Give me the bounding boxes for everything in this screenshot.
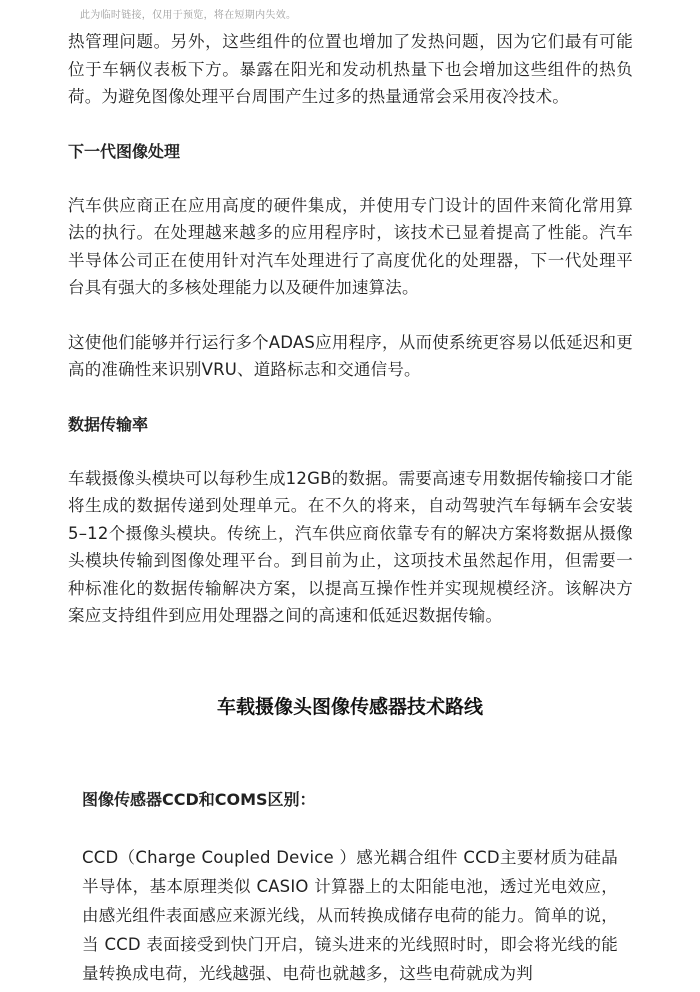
spacer [68,384,633,411]
spacer [68,111,633,138]
spacer [68,302,633,329]
paragraph-data-rate: 车载摄像头模块可以每秒生成12GB的数据。需要高速专用数据传输接口才能将生成的数据传递到处理单元。在不久的将来，自动驾驶汽车每辆车会安装5–12个摄像头模块。传统上，汽车供应商依靠专有的解决方案将数据从摄像头模块传输到图像处理平台。到目前为止，这项技术虽然起作用，但需要一种标准化的数据传输解决方案，以提高互操作性并实现规模经济。该解决方案应支持组件到应用处理器之间的高速和低延迟数据传输。 [68,468,633,625]
spacer [68,165,633,192]
section-title: 车载摄像头图像传感器技术路线 [216,696,483,718]
paragraph-ccd: CCD（Charge Coupled Device ）感光耦合组件 CCD主要材质为硅晶半导体，基本原理类似 CASIO 计算器上的太阳能电池，透过光电效应，由感光组件表面感应来源光线，从而转换成储存电荷的能力。简单的说，当 CCD 表面接受到快门开启，镜头进来的光线照时时，即会将光线的能量转换成电荷，光线越强、电荷也就越多，这些电荷就成为判 [82,848,618,983]
paragraph-next-gen-2: 这使他们能够并行运行多个ADAS应用程序，从而使系统更容易以低延迟和更高的准确性来识别VRU、道路标志和交通信号。 [68,332,633,379]
section-body [82,786,618,988]
temporary-link-notice: 此为临时链接，仅用于预览，将在短期内失效。 [80,10,297,21]
subheading-ccd-cmos: 图像传感器CCD和COMS区别： [82,790,316,809]
paragraph-next-gen-1: 汽车供应商正在应用高度的硬件集成，并使用专门设计的固件来简化常用算法的执行。在处理越来越多的应用程序时，该技术已显着提高了性能。汽车半导体公司正在使用针对汽车处理进行了高度优化的处理器，下一代处理平台具有强大的多核处理能力以及硬件加速算法。 [68,195,633,297]
spacer [68,438,633,465]
heading-next-gen-processing: 下一代图像处理 [68,141,181,161]
article-body [68,28,633,630]
paragraph-thermal: 热管理问题。另外，这些组件的位置也增加了发热问题，因为它们最有可能位于车辆仪表板下方。暴露在阳光和发动机热量下也会增加这些组件的热负荷。为避免图像处理平台周围产生过多的热量通常会采用夜冷技术。 [68,32,633,106]
spacer [82,813,618,843]
heading-data-rate: 数据传输率 [68,414,149,434]
